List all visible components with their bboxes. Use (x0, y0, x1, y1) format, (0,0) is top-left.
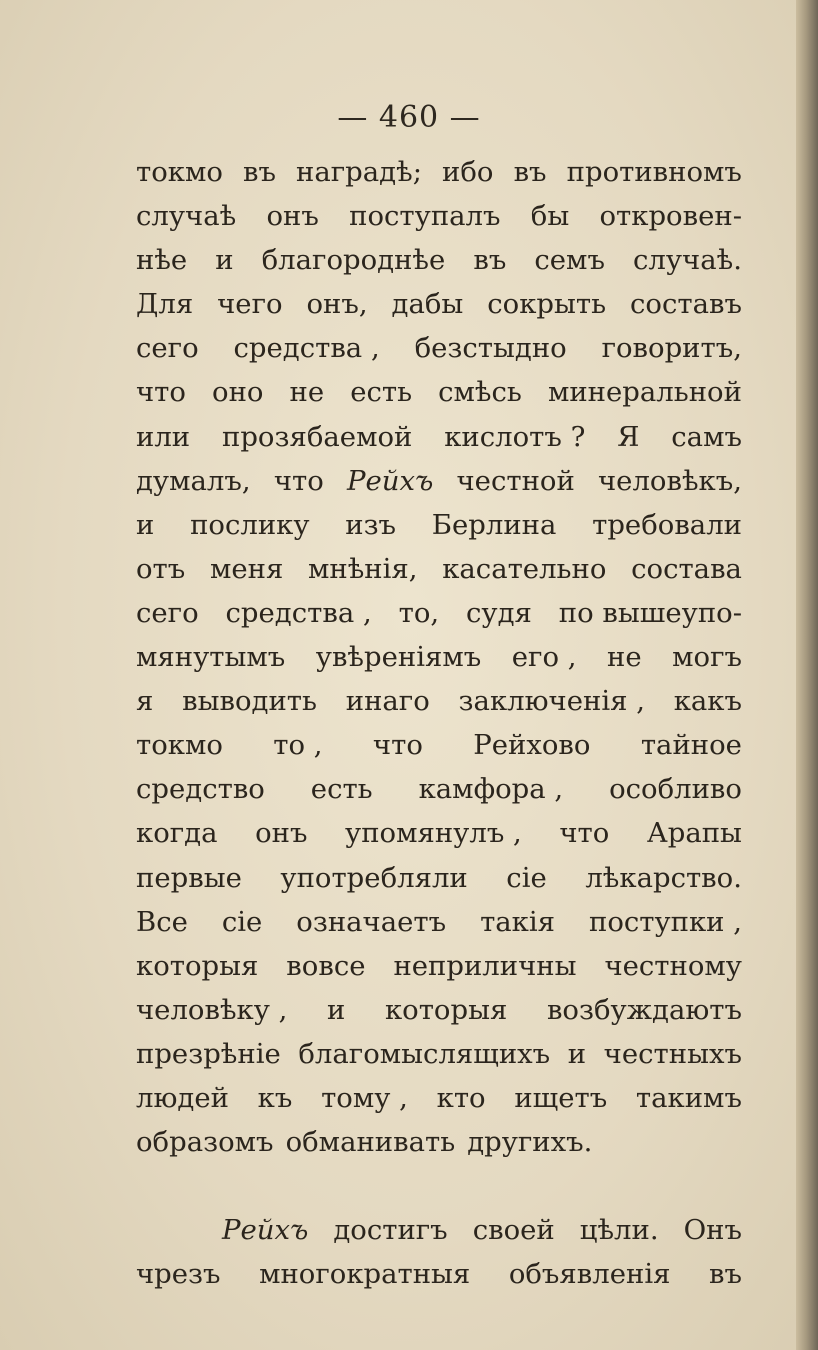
word: могъ (672, 641, 742, 674)
word: означаетъ (296, 905, 447, 938)
word: его , (511, 641, 577, 674)
word: честныхъ (603, 1037, 742, 1070)
word: вовсе (286, 949, 366, 982)
word: тому , (321, 1081, 408, 1114)
word: объявленія (508, 1258, 671, 1291)
word: въ (709, 1258, 742, 1291)
word: цѣли. (579, 1214, 659, 1247)
word: которыя (136, 949, 259, 982)
text-line (136, 679, 742, 723)
word: и (567, 1037, 587, 1070)
word: презрѣніе (136, 1037, 281, 1070)
word: что (559, 817, 610, 850)
word: своей (472, 1214, 555, 1247)
word: отъ (136, 552, 186, 585)
word: честному (604, 949, 742, 982)
word: состава (631, 552, 742, 585)
word: говоритъ, (601, 332, 742, 365)
text-line (136, 370, 742, 414)
word: лѣкарство. (585, 861, 742, 894)
word: выводить (182, 685, 317, 718)
word: онъ (255, 817, 308, 850)
word: Онъ (683, 1214, 742, 1247)
word: и (215, 244, 234, 277)
word: благомыслящихъ (298, 1037, 551, 1070)
word: поступалъ (349, 200, 501, 233)
word: составъ (630, 288, 742, 321)
word: токмо (136, 729, 223, 762)
word: касательно (442, 552, 607, 585)
text-line (136, 635, 742, 679)
word: Все (136, 905, 188, 938)
text-line (136, 1252, 742, 1296)
word: кто (436, 1081, 486, 1114)
word: оно (212, 376, 264, 409)
word: по вышеупо- (558, 596, 742, 629)
word: то , (273, 729, 323, 762)
word: такія (480, 905, 556, 938)
word: не (289, 376, 325, 409)
text-line (136, 1032, 742, 1076)
word: и (136, 508, 155, 541)
word: сего (136, 332, 199, 365)
word: послику (190, 508, 310, 541)
word: средство (136, 773, 265, 806)
word: наградѣ; (296, 156, 422, 188)
word: обманивать (285, 1126, 456, 1159)
page-number: — 460 — (337, 100, 481, 135)
word: онъ (266, 200, 319, 233)
word: Рейхъ (222, 1214, 309, 1247)
text-line (136, 459, 742, 503)
word: къ (257, 1081, 293, 1114)
word: тайное (640, 729, 742, 762)
text-line (136, 150, 742, 194)
word: Берлина (431, 508, 557, 541)
word: инаго (345, 685, 430, 718)
word: упомянулъ , (345, 817, 522, 850)
word: сего (136, 596, 199, 629)
word: заключенія , (458, 685, 645, 718)
text-line (136, 900, 742, 944)
word: первые (136, 861, 242, 894)
word: увѣреніямъ (315, 641, 482, 674)
word: образомъ (136, 1126, 274, 1159)
text-line (136, 238, 742, 282)
word: безстыдно (414, 332, 567, 365)
book-spine-shadow (796, 0, 818, 1350)
word: есть (350, 376, 413, 409)
word: нѣе (136, 244, 188, 277)
word: самъ (671, 420, 742, 453)
word: которыя (384, 993, 508, 1026)
word: средства , (225, 596, 372, 629)
word: случаѣ (136, 200, 237, 233)
paragraph-gap (136, 1164, 742, 1208)
text-line (136, 503, 742, 547)
word: что (372, 729, 423, 762)
word: дабы (391, 288, 464, 321)
word: возбуждаютъ (546, 993, 742, 1026)
text-line (136, 547, 742, 591)
text-line (136, 415, 742, 459)
text-line (136, 326, 742, 370)
word: что (136, 376, 186, 409)
word: достигъ (333, 1214, 448, 1247)
word: честной (456, 464, 575, 497)
word: благороднѣе (261, 244, 446, 277)
word: мнѣнія, (308, 552, 418, 585)
text-line (136, 944, 742, 988)
word: многократныя (259, 1258, 471, 1291)
text-line (136, 767, 742, 811)
word: чего (217, 288, 283, 321)
word: людей (136, 1081, 229, 1114)
text-line (136, 988, 742, 1032)
word: Рейхово (473, 729, 591, 762)
word: въ (513, 156, 547, 188)
word: то, (398, 596, 440, 629)
word: что (273, 464, 324, 497)
word: меня (209, 552, 284, 585)
text-line (136, 591, 742, 635)
word: прозябаемой (222, 420, 413, 453)
word: въ (242, 156, 276, 188)
word: сіе (221, 905, 263, 938)
word: откровен- (599, 200, 742, 233)
word: Для (136, 288, 194, 321)
word: сіе (506, 861, 547, 894)
word: средства , (233, 332, 380, 365)
text-line (136, 1120, 742, 1164)
word: поступки , (588, 905, 742, 938)
word: въ (473, 244, 507, 277)
word: изъ (345, 508, 397, 541)
word: случаѣ. (633, 244, 742, 277)
text-line (136, 194, 742, 238)
word: человѣкъ, (598, 464, 742, 497)
word: мянутымъ (136, 641, 286, 674)
word: не (607, 641, 642, 674)
word: или (136, 420, 191, 453)
word: бы (530, 200, 570, 233)
word: есть (310, 773, 373, 806)
word: судя (466, 596, 532, 629)
word: Рейхъ (346, 464, 434, 497)
word: неприличны (393, 949, 577, 982)
word: какъ (673, 685, 742, 718)
word: семъ (534, 244, 605, 277)
word: ищетъ (514, 1081, 608, 1114)
word: и (327, 993, 346, 1026)
word: человѣку , (136, 993, 288, 1026)
word: думалъ, (136, 464, 251, 497)
text-line (136, 856, 742, 900)
word: когда (136, 817, 218, 850)
word: камфора , (418, 773, 564, 806)
word: ибо (442, 156, 494, 188)
word: такимъ (635, 1081, 742, 1114)
word: минеральной (547, 376, 742, 409)
word: сокрыть (487, 288, 607, 321)
text-line (136, 723, 742, 767)
text-line (136, 811, 742, 855)
word: я (136, 685, 154, 718)
word: другихъ. (467, 1126, 593, 1159)
text-line (136, 1076, 742, 1120)
word: употребляли (280, 861, 468, 894)
word: токмо (136, 156, 223, 188)
word: кислотъ ? (444, 420, 586, 453)
word: противномъ (566, 156, 742, 188)
text-line (136, 1208, 742, 1252)
word: чрезъ (136, 1258, 221, 1291)
word: требовали (592, 508, 742, 541)
word: Арапы (646, 817, 742, 850)
word: смѣсь (438, 376, 522, 409)
body-text (136, 150, 742, 1296)
word: особливо (609, 773, 742, 806)
word: онъ, (306, 288, 368, 321)
word: Я (617, 420, 640, 453)
text-line (136, 282, 742, 326)
